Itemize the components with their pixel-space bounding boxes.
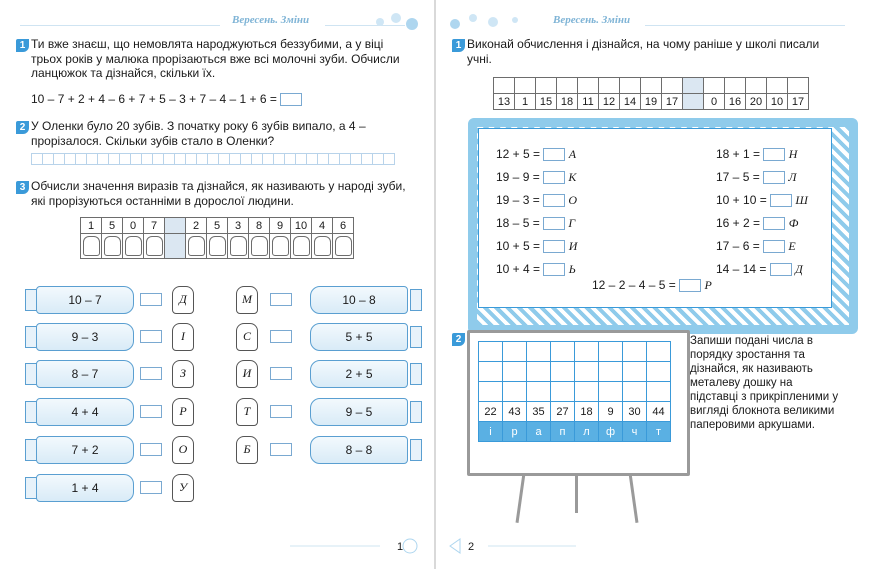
- code-number: 19: [641, 94, 662, 110]
- equation-letter: К: [568, 170, 577, 184]
- tooth-icon: І: [172, 323, 194, 351]
- answer-box[interactable]: [679, 279, 701, 292]
- tooth-icon: З: [172, 360, 194, 388]
- chain-expression: 10 – 7 + 2 + 4 – 6 + 7 + 5 – 3 + 7 – 4 – 1 + 6 =: [31, 92, 302, 107]
- board-leg: [516, 473, 526, 523]
- equation-expr: 17 – 5 =: [716, 170, 760, 184]
- tooth-icon: Д: [172, 286, 194, 314]
- header-rule: [645, 25, 845, 26]
- toothpaste-tube-icon: 10 – 8: [310, 286, 408, 314]
- toothpaste-tube-icon: 2 + 5: [310, 360, 408, 388]
- tooth-icon: У: [172, 474, 194, 502]
- equation-letter: Е: [788, 239, 796, 253]
- grid-letter: т: [647, 422, 671, 442]
- answer-box[interactable]: [763, 240, 785, 253]
- code-number: 4: [312, 218, 333, 234]
- toothpaste-tube-icon: 7 + 2: [36, 436, 134, 464]
- page-header: Вересень. Зміни: [232, 14, 310, 26]
- equation: [496, 216, 575, 231]
- code-number: 0: [123, 218, 144, 234]
- tooth-icon: О: [172, 436, 194, 464]
- equation: [496, 239, 577, 254]
- task-number: 1: [452, 39, 465, 52]
- equation-expr: 12 + 5 =: [496, 147, 541, 161]
- code-number: 16: [725, 94, 746, 110]
- code-number: 7: [144, 218, 165, 234]
- equation-letter: Ь: [568, 262, 576, 276]
- equation-letter: А: [568, 147, 577, 161]
- toothpaste-tube-icon: 10 – 7: [36, 286, 134, 314]
- task-text: Ти вже знаєш, що немовлята народжуються беззубими, а у віці трьох років у малюка прорізаються вже всі молочні зуби. Обчисли ланцюжок та дізнайся, скільки їх.: [31, 37, 400, 80]
- grid-letter: л: [575, 422, 599, 442]
- code-number: 18: [557, 94, 578, 110]
- grid-number: 35: [527, 402, 551, 422]
- code-number: [683, 94, 704, 110]
- page-number: 2: [468, 541, 475, 553]
- equation-expr: 10 + 10 =: [716, 193, 767, 207]
- tooth-icon: И: [236, 360, 258, 388]
- code-number: 10: [291, 218, 312, 234]
- equation-expr: 18 + 1 =: [716, 147, 761, 161]
- answer-box[interactable]: [543, 171, 565, 184]
- code-number: 17: [662, 94, 683, 110]
- code-number: 6: [333, 218, 354, 234]
- answer-cell[interactable]: [599, 78, 620, 94]
- equation-letter: О: [568, 193, 578, 207]
- code-number: 8: [249, 218, 270, 234]
- grid-number: 18: [575, 402, 599, 422]
- code-number: 17: [788, 94, 809, 110]
- code-number: 14: [620, 94, 641, 110]
- answer-cell[interactable]: [536, 78, 557, 94]
- grid-number: 22: [479, 402, 503, 422]
- code-number: 0: [704, 94, 725, 110]
- task-number: 3: [16, 181, 29, 194]
- equation-expr: 19 – 9 =: [496, 170, 540, 184]
- toothpaste-tube-icon: 9 – 5: [310, 398, 408, 426]
- code-number: 20: [746, 94, 767, 110]
- equation-letter: Д: [795, 262, 803, 276]
- equation-expr: 17 – 6 =: [716, 239, 760, 253]
- decor-bubbles-icon: [448, 536, 578, 556]
- code-number: 5: [207, 218, 228, 234]
- grid-letter: п: [551, 422, 575, 442]
- task-text: Виконай обчислення і дізнайся, на чому раніше у школі писали учні.: [467, 37, 820, 66]
- task-text: Обчисли значення виразів та дізнайся, як називають у народі зуби, які прорізуються останніми в дорослої людини.: [31, 179, 406, 208]
- tooth-icon: С: [236, 323, 258, 351]
- toothpaste-tube-icon: 5 + 5: [310, 323, 408, 351]
- tooth-icon: М: [236, 286, 258, 314]
- equation: [716, 147, 797, 162]
- grid-letter: а: [527, 422, 551, 442]
- board-leg: [629, 473, 639, 523]
- task-text: Запиши подані числа в порядку зростання та дізнайся, як називають металеву дошку на підставці з прикріпленими у вигляді блокнота великими паперовими аркушами.: [690, 335, 839, 431]
- code-number: 2: [186, 218, 207, 234]
- answer-box[interactable]: [543, 263, 565, 276]
- equation-letter: Л: [788, 170, 797, 184]
- toothpaste-tube-icon: 1 + 4: [36, 474, 134, 502]
- code-number: 13: [494, 94, 515, 110]
- code-number: 1: [81, 218, 102, 234]
- grid-number: 30: [623, 402, 647, 422]
- answer-cell[interactable]: [641, 78, 662, 94]
- answer-box[interactable]: [763, 217, 785, 230]
- code-number: 11: [578, 94, 599, 110]
- equation-letter: Г: [568, 216, 576, 230]
- answer-cell[interactable]: [578, 78, 599, 94]
- grid-number: 43: [503, 402, 527, 422]
- equation: [716, 170, 797, 185]
- grid-letter: ф: [599, 422, 623, 442]
- answer-box[interactable]: [543, 194, 565, 207]
- answer-cell[interactable]: [620, 78, 641, 94]
- grid-number: 27: [551, 402, 575, 422]
- answer-cell[interactable]: [746, 78, 767, 94]
- toothpaste-tube-icon: 9 – 3: [36, 323, 134, 351]
- answer-cell[interactable]: [494, 78, 515, 94]
- equation-expr: 16 + 2 =: [716, 216, 761, 230]
- answer-cell[interactable]: [683, 78, 704, 94]
- answer-cell[interactable]: [725, 78, 746, 94]
- equation-expr: 12 – 2 – 4 – 5 =: [592, 278, 676, 292]
- equation: [716, 193, 808, 208]
- grid-number: 44: [647, 402, 671, 422]
- equation-letter: Р: [704, 278, 712, 292]
- code-number: 12: [599, 94, 620, 110]
- equation-expr: 18 – 5 =: [496, 216, 540, 230]
- equation: [592, 278, 712, 293]
- task-number: 2: [452, 333, 465, 346]
- task-number: 2: [16, 121, 29, 134]
- toothpaste-tube-icon: 8 – 8: [310, 436, 408, 464]
- answer-box[interactable]: [543, 217, 565, 230]
- grid-letter: і: [479, 422, 503, 442]
- answer-box[interactable]: [543, 240, 565, 253]
- task-text: У Оленки було 20 зубів. З початку року 6 зубів випало, а 4 – прорізалося. Скільки зубів стало в Оленки?: [31, 119, 366, 148]
- decor-bubbles-icon: [290, 536, 420, 556]
- tooth-icon: Р: [172, 398, 194, 426]
- code-number: 15: [536, 94, 557, 110]
- equation: [716, 262, 803, 277]
- code-number: 1: [515, 94, 536, 110]
- answer-cell[interactable]: [557, 78, 578, 94]
- grid-letter: р: [503, 422, 527, 442]
- equation-letter: Ф: [788, 216, 799, 230]
- grid-number: 9: [599, 402, 623, 422]
- answer-cell[interactable]: [704, 78, 725, 94]
- equation-expr: 10 + 5 =: [496, 239, 541, 253]
- answer-cell[interactable]: [515, 78, 536, 94]
- code-number: 9: [270, 218, 291, 234]
- answer-box[interactable]: [763, 171, 785, 184]
- tooth-icon: Б: [236, 436, 258, 464]
- board-leg: [575, 473, 578, 513]
- code-table: [493, 77, 809, 110]
- page-header: Вересень. Зміни: [553, 14, 631, 26]
- equation: [496, 193, 577, 208]
- equation-letter: Н: [788, 147, 798, 161]
- grid-letter: ч: [623, 422, 647, 442]
- equation-letter: И: [568, 239, 578, 253]
- answer-box[interactable]: [770, 263, 792, 276]
- answer-box[interactable]: [763, 148, 785, 161]
- equation: [496, 147, 576, 162]
- toothpaste-tube-icon: 8 – 7: [36, 360, 134, 388]
- answer-cell[interactable]: [662, 78, 683, 94]
- task-number: 1: [16, 39, 29, 52]
- answer-cell[interactable]: [788, 78, 809, 94]
- equation: [496, 262, 576, 277]
- equation: [716, 239, 796, 254]
- code-number: 5: [102, 218, 123, 234]
- code-number: 10: [767, 94, 788, 110]
- equation-expr: 14 – 14 =: [716, 262, 767, 276]
- equation: [496, 170, 576, 185]
- tooth-icon: Т: [236, 398, 258, 426]
- equation-letter: Ш: [795, 193, 808, 207]
- toothpaste-tube-icon: 4 + 4: [36, 398, 134, 426]
- equation: [716, 216, 798, 231]
- order-grid: [478, 341, 671, 442]
- decor-bubbles-icon: [445, 8, 545, 38]
- page-number: 1: [397, 541, 404, 553]
- answer-cell[interactable]: [767, 78, 788, 94]
- code-number: 3: [228, 218, 249, 234]
- equation-expr: 19 – 3 =: [496, 193, 540, 207]
- equation-expr: 10 + 4 =: [496, 262, 541, 276]
- answer-box[interactable]: [543, 148, 565, 161]
- answer-box[interactable]: [770, 194, 792, 207]
